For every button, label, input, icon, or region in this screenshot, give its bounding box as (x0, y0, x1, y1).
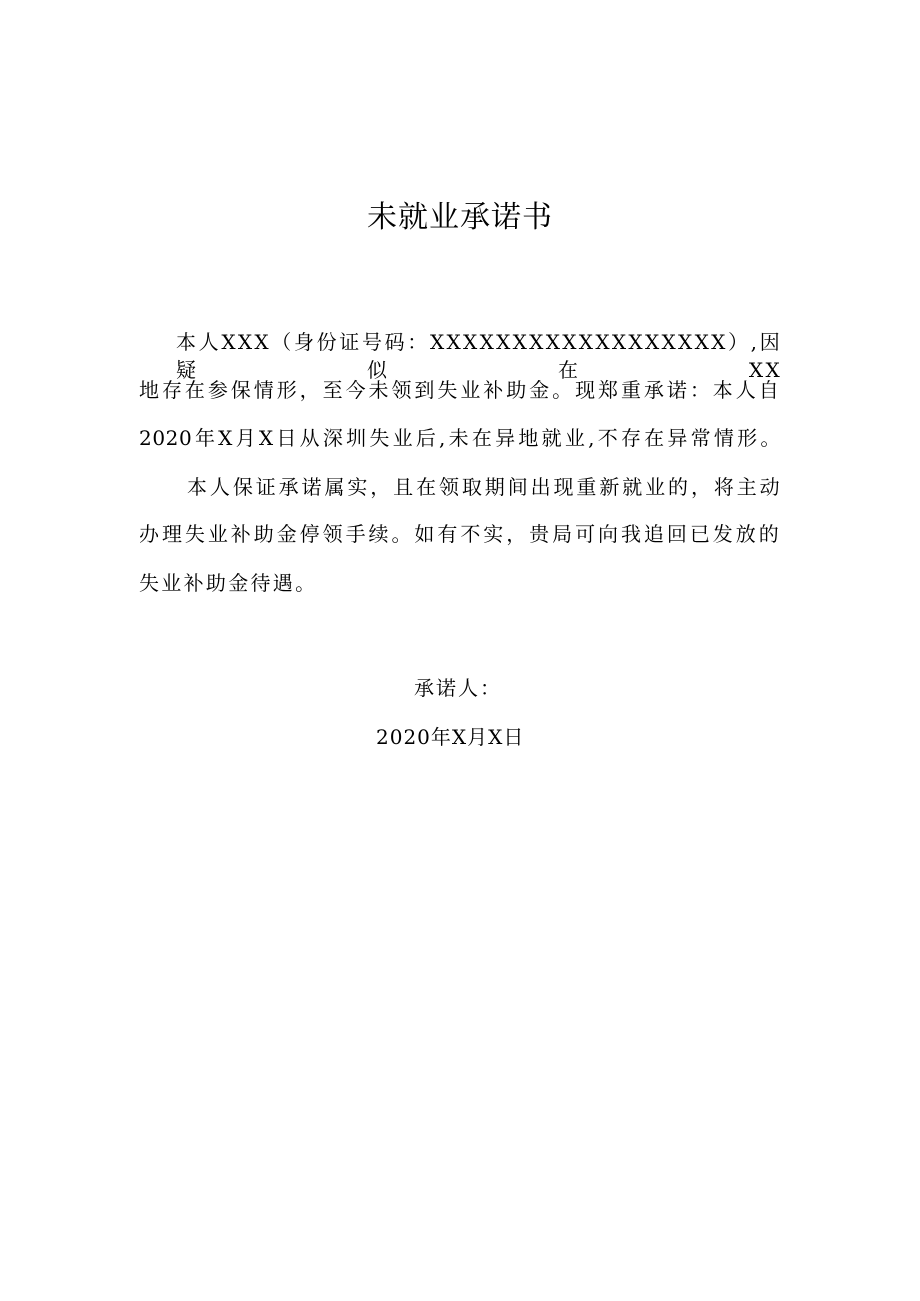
document-title: 未就业承诺书 (367, 200, 553, 235)
sign-date: 2020年X月X日 (376, 725, 525, 749)
paragraph-1-line-3: 2020年X月X日从深圳失业后,未在异地就业,不存在异常情形。 (139, 426, 781, 450)
paragraph-2-line-2: 办理失业补助金停领手续。如有不实，贵局可向我追回已发放的 (139, 522, 781, 546)
paragraph-2-line-3: 失业补助金待遇。 (139, 571, 318, 595)
paragraph-1-line-1: 本人XXX（身份证号码：XXXXXXXXXXXXXXXXXX）,因疑似在XX (176, 330, 782, 382)
signer-label: 承诺人： (414, 676, 502, 700)
paragraph-2-line-1: 本人保证承诺属实，且在领取期间出现重新就业的，将主动 (187, 475, 782, 499)
paragraph-1-line-2: 地存在参保情形，至今未领到失业补助金。现郑重承诺：本人自 (139, 378, 781, 402)
